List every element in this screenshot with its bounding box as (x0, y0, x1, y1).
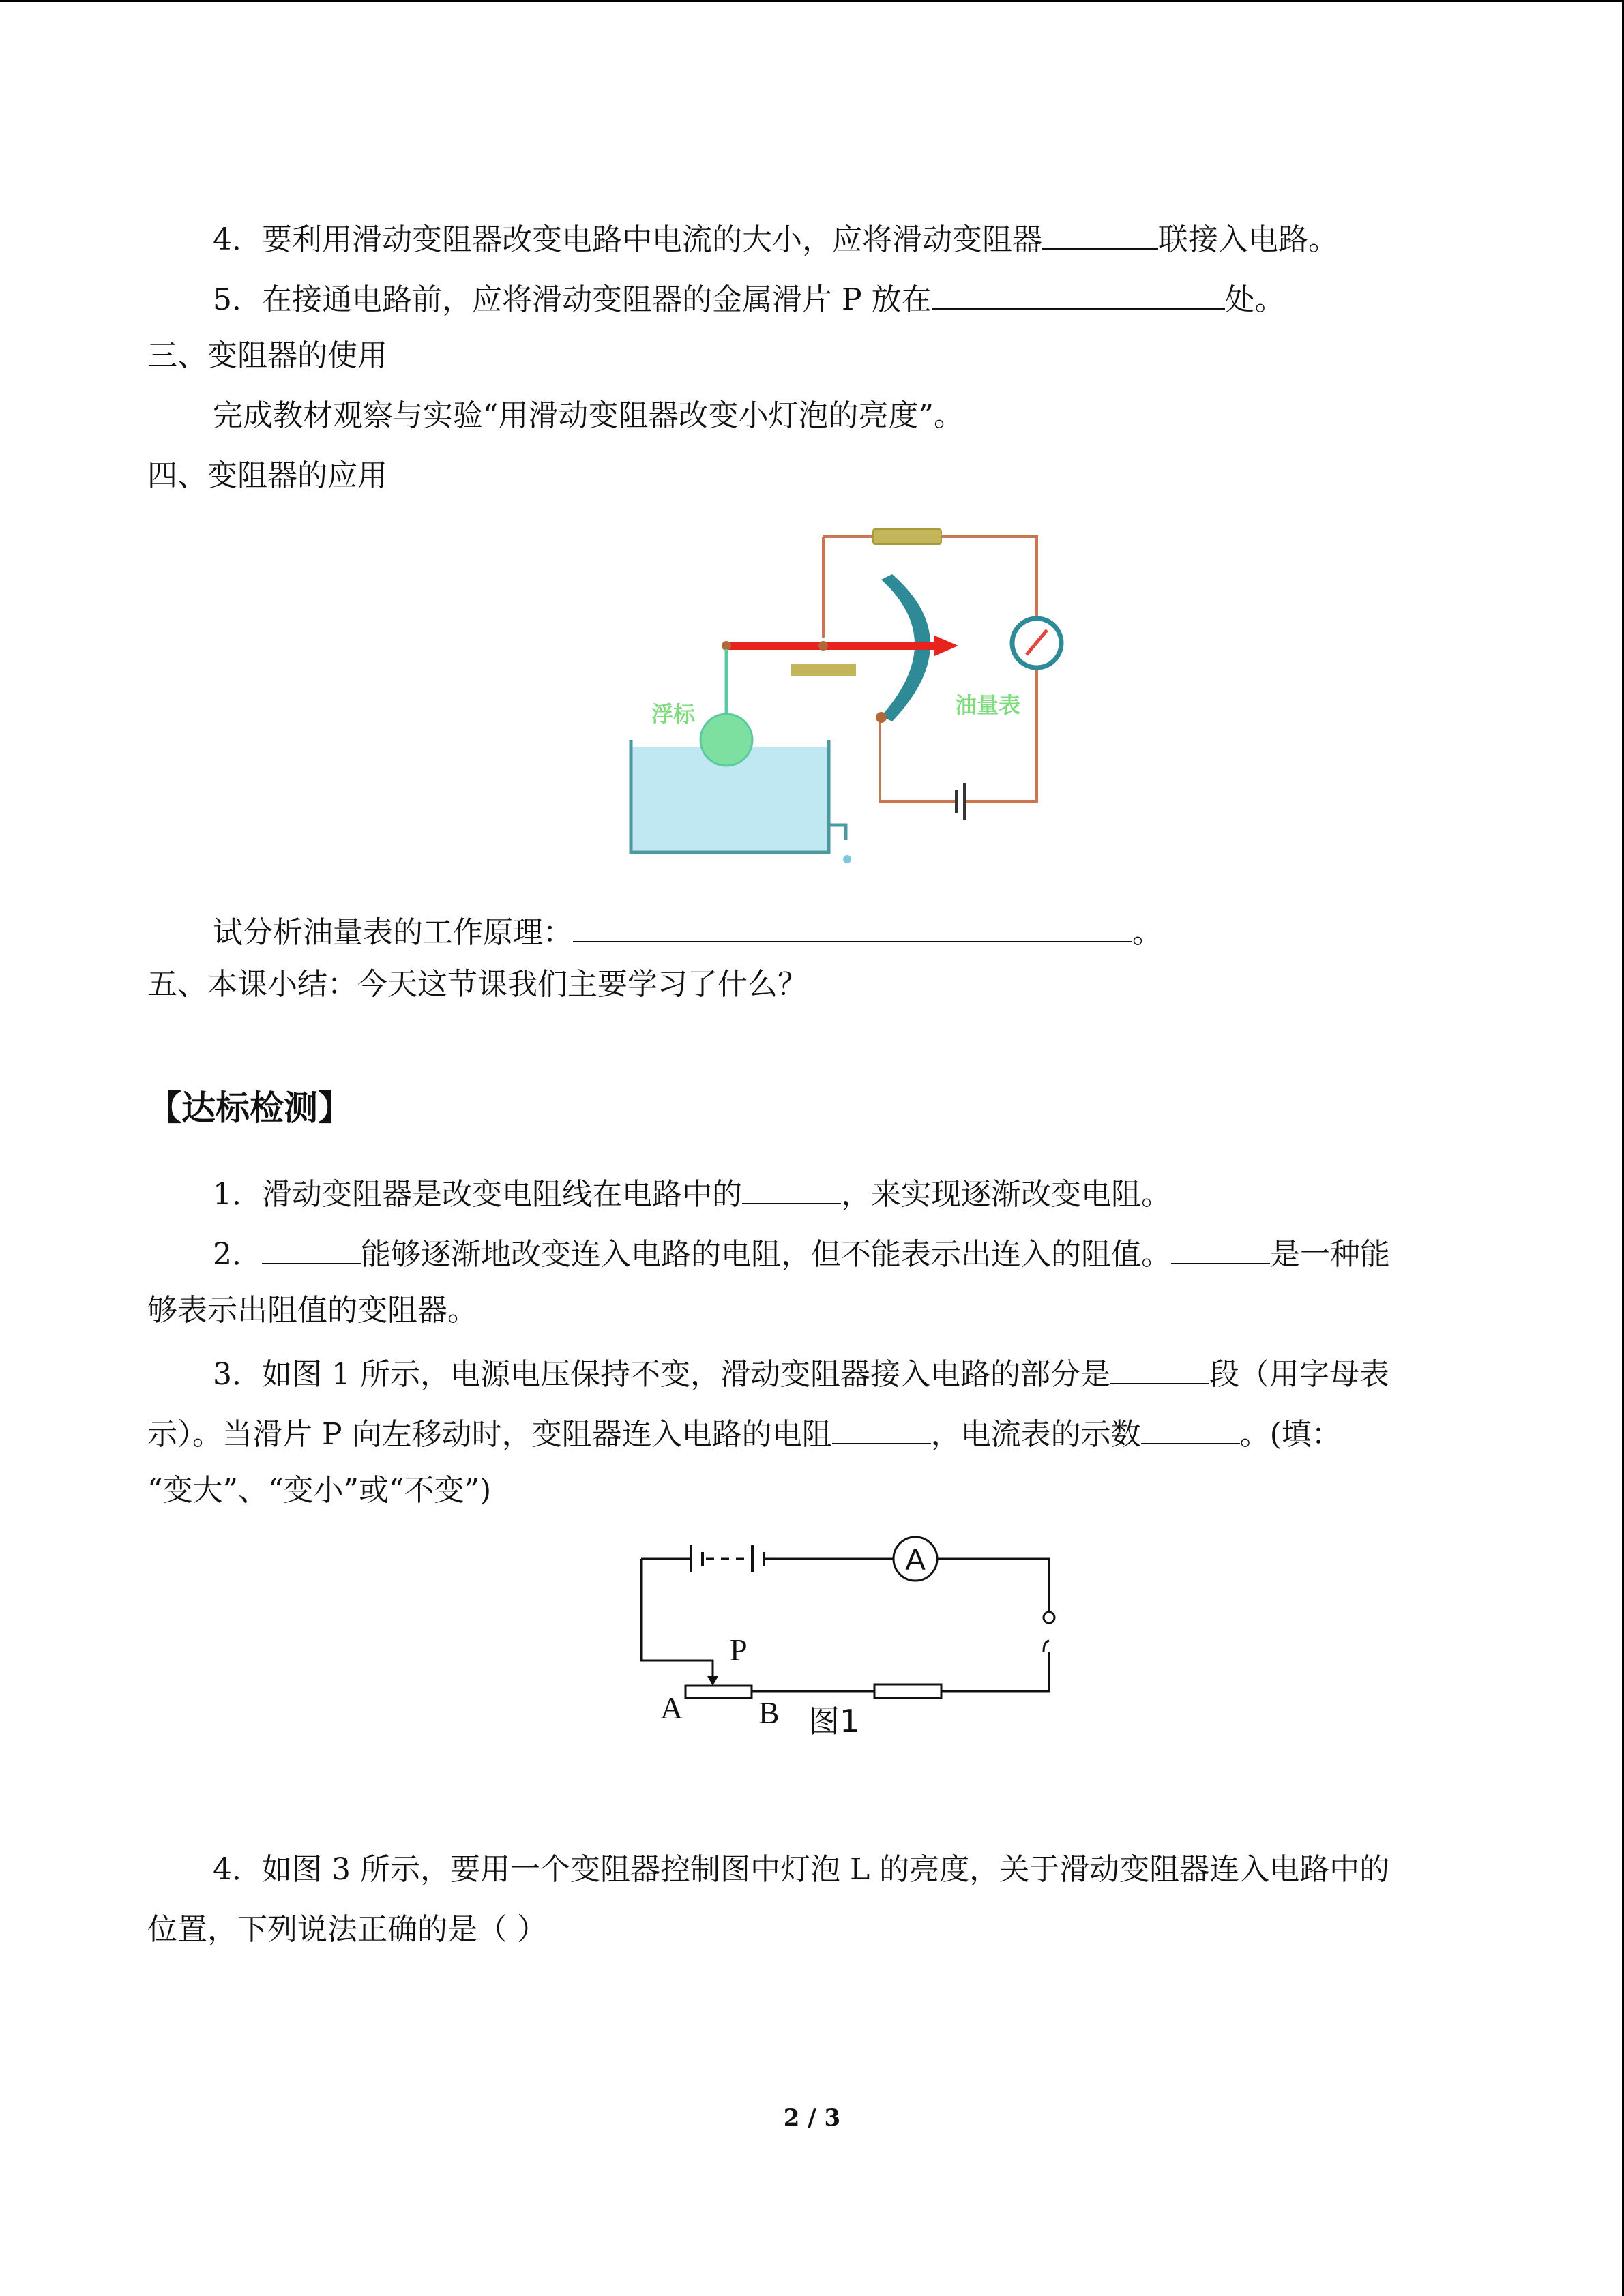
circuit-wire (641, 1559, 1049, 1691)
resistor-icon (873, 529, 941, 544)
check-question-2 (213, 1230, 1390, 1275)
check-q2-text: 能够逐渐地改变连入电路的电阻，但不能表示出连入的阻值。 (361, 1237, 1171, 1272)
battery-icon (956, 783, 964, 820)
rheostat-terminal (876, 712, 887, 723)
water-drop-icon (843, 855, 851, 863)
check-q3-text-end: 段（用字母表 (1209, 1357, 1389, 1392)
section-3-body: 完成教材观察与实验“用滑动变阻器改变小灯泡的亮度”。 (213, 398, 964, 433)
section-5-title: 五、本课小结：今天这节课我们主要学习了什么？ (147, 967, 808, 1002)
top-border (0, 0, 1624, 2)
s2-question-5 (213, 275, 1285, 320)
answer-blank (1141, 1410, 1240, 1444)
s2-q4-text-end: 联接入电路。 (1158, 222, 1338, 257)
answer-blank (932, 275, 1225, 310)
check-q3-text-2: 示）。当滑片 P 向左移动时，变阻器连入电路的电阻 (147, 1417, 832, 1452)
lever-arrow (934, 636, 958, 656)
tap-icon (829, 825, 846, 840)
answer-blank (262, 1230, 361, 1264)
pivot-base (791, 664, 856, 676)
s2-q4-text: 4．要利用滑动变阻器改变电路中电流的大小，应将滑动变阻器 (213, 222, 1042, 257)
check-question-3-line-2 (147, 1410, 1342, 1455)
s2-question-4 (213, 215, 1338, 260)
check-question-2-cont: 够表示出阻值的变阻器。 (147, 1293, 477, 1328)
switch-blade (1044, 1641, 1049, 1652)
float-label: 浮标 (651, 701, 696, 727)
answer-blank (1171, 1230, 1270, 1264)
analysis-text: 试分析油量表的工作原理： (213, 915, 573, 950)
slider-p-label: P (730, 1632, 748, 1667)
check-question-4-line-1: 4．如图 3 所示，要用一个变阻器控制图中灯泡 L 的亮度，关于滑动变阻器连入电路中的 (213, 1852, 1390, 1887)
answer-blank (573, 908, 1132, 942)
section-4-analysis (213, 908, 1162, 953)
check-question-4-line-2: 位置，下列说法正确的是（ ） (147, 1912, 547, 1947)
ammeter-label: A (905, 1543, 926, 1577)
analysis-text-end: 。 (1132, 915, 1162, 950)
end-a-label: A (660, 1690, 683, 1725)
check-q3-text-3: ，电流表的示数 (930, 1417, 1141, 1452)
check-heading: 【达标检测】 (147, 1088, 352, 1128)
figure-1-caption: 图1 (808, 1703, 860, 1740)
figure-1-circuit (628, 1527, 1071, 1759)
check-q2-number: 2． (213, 1237, 262, 1272)
check-q3-text: 3．如图 1 所示，电源电压保持不变，滑动变阻器接入电路的部分是 (213, 1357, 1110, 1392)
check-question-3-line-3: “变大”、“变小”或“不变”) (147, 1473, 492, 1508)
check-question-1 (213, 1170, 1171, 1215)
answer-blank (832, 1410, 931, 1444)
check-question-3-line-1 (213, 1350, 1389, 1395)
page-number: 2 / 3 (783, 2104, 841, 2132)
gauge-icon (1012, 618, 1061, 668)
answer-blank (1110, 1350, 1209, 1384)
section-4-title: 四、变阻器的应用 (147, 458, 387, 493)
switch-terminal (1044, 1612, 1054, 1623)
oil-gauge-figure (614, 505, 1091, 873)
rheostat-icon (685, 1686, 752, 1698)
lever-end (722, 641, 731, 651)
check-q1-text-end: ，来实现逐渐改变电阻。 (841, 1177, 1171, 1212)
resistor-icon (874, 1684, 941, 1698)
s2-q5-text: 5．在接通电路前，应将滑动变阻器的金属滑片 P 放在 (213, 282, 932, 317)
end-b-label: B (758, 1695, 780, 1730)
check-q2-text-end: 是一种能 (1270, 1237, 1390, 1272)
gauge-label: 油量表 (955, 692, 1021, 718)
answer-blank (1042, 215, 1158, 250)
float-ball (700, 714, 752, 766)
section-3-title: 三、变阻器的使用 (147, 338, 387, 373)
s2-q5-text-end: 处。 (1224, 282, 1285, 317)
answer-blank (742, 1170, 841, 1204)
pivot-point (818, 641, 828, 651)
check-q3-text-4: 。(填： (1239, 1417, 1342, 1452)
check-q1-text: 1．滑动变阻器是改变电阻线在电路中的 (213, 1177, 742, 1212)
slider-arrow (707, 1676, 718, 1686)
